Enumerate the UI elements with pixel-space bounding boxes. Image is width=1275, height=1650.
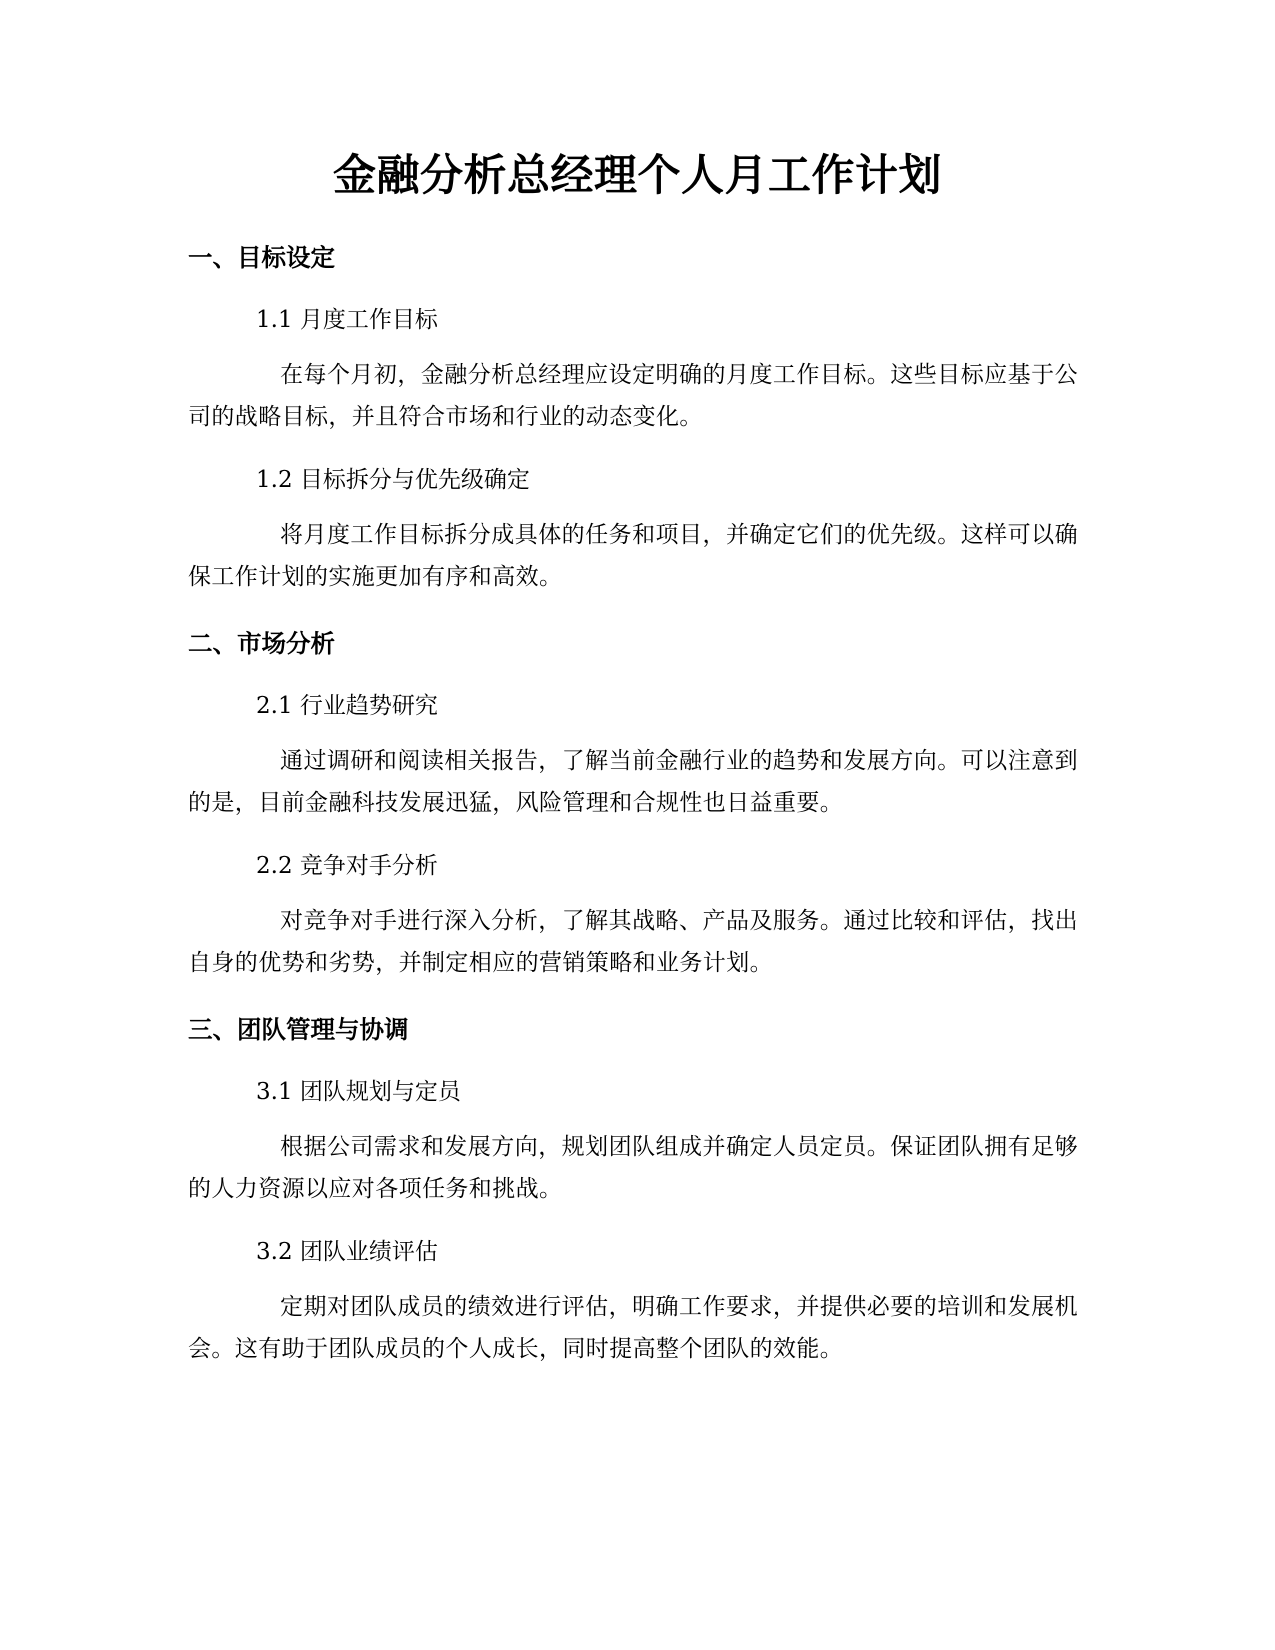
document-body [188,238,1078,1370]
section-heading: 一、目标设定 [188,243,335,272]
paragraph: 对竞争对手进行深入分析，了解其战略、产品及服务。通过比较和评估，找出自身的优势和劣势，并制定相应的营销策略和业务计划。 [188,908,1078,976]
section-team-management [188,1010,1078,1370]
paragraph: 将月度工作目标拆分成具体的任务和项目，并确定它们的优先级。这样可以确保工作计划的实施更加有序和高效。 [188,522,1078,590]
paragraph: 定期对团队成员的绩效进行评估，明确工作要求，并提供必要的培训和发展机会。这有助于团队成员的个人成长，同时提高整个团队的效能。 [188,1294,1078,1362]
subsection-heading: 2.2 竞争对手分析 [256,853,438,879]
paragraph: 在每个月初，金融分析总经理应设定明确的月度工作目标。这些目标应基于公司的战略目标，并且符合市场和行业的动态变化。 [188,362,1078,430]
subsection-heading: 1.1 月度工作目标 [256,307,438,333]
paragraph: 根据公司需求和发展方向，规划团队组成并确定人员定员。保证团队拥有足够的人力资源以应对各项任务和挑战。 [188,1134,1078,1202]
subsection-heading: 1.2 目标拆分与优先级确定 [256,467,530,493]
subsection-heading: 3.1 团队规划与定员 [256,1079,461,1105]
subsection-heading: 2.1 行业趋势研究 [256,693,438,719]
section-market-analysis [188,624,1078,984]
section-goal-setting [188,238,1078,598]
subsection-heading: 3.2 团队业绩评估 [256,1239,438,1265]
section-heading: 三、团队管理与协调 [188,1015,409,1044]
document-title: 金融分析总经理个人月工作计划 [333,151,942,201]
section-heading: 二、市场分析 [188,629,335,658]
paragraph: 通过调研和阅读相关报告，了解当前金融行业的趋势和发展方向。可以注意到的是，目前金融科技发展迅猛，风险管理和合规性也日益重要。 [188,748,1078,816]
